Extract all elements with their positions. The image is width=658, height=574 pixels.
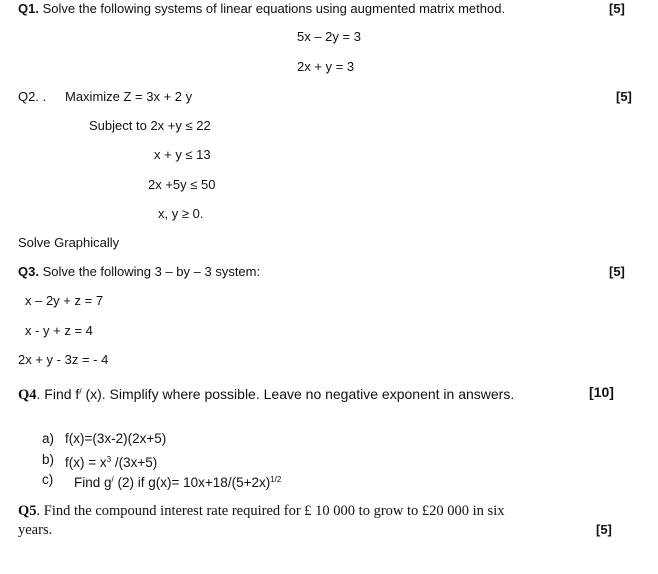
q4-number: Q4 (18, 387, 37, 403)
q4-part-a: f(x)=(3x-2)(2x+5) (65, 431, 167, 446)
q5-text-1: . Find the compound interest rate required for £ 10 000 to grow to £20 000 in six (36, 503, 505, 519)
q2-marks: [5] (616, 89, 632, 104)
q4-text-b: (x). Simplify where possible. Leave no negative exponent in answers. (81, 386, 515, 402)
q1-number: Q1. (18, 1, 39, 16)
q1-prompt (18, 1, 505, 17)
q3-equation-3: 2x + y - 3z = - 4 (18, 352, 109, 367)
q4-part-c-text-a: Find g (74, 475, 112, 490)
q2-number: Q2. . (18, 89, 47, 104)
q4-part-a-label: a) (42, 431, 55, 446)
q3-number: Q3. (18, 264, 39, 279)
q4-marks: [10] (589, 384, 614, 400)
q4-part-c-prime: / (111, 475, 114, 484)
q4-part-c-text-b: (2) if g(x)= 10x+18/(5+2x) (113, 475, 271, 490)
q4-prime: / (79, 387, 82, 396)
q1-equation-1: 5x – 2y = 3 (297, 29, 361, 44)
q4-part-c-sup: 1/2 (270, 475, 282, 484)
q5-line-1 (18, 503, 504, 519)
q3-text: Solve the following 3 – by – 3 system: (42, 264, 261, 279)
q4-part-c-label: c) (42, 472, 54, 487)
q2-constraint-3: 2x +5y ≤ 50 (148, 177, 216, 192)
q3-marks: [5] (609, 264, 625, 279)
q5-line-2: years. (18, 522, 53, 538)
q4-prompt (18, 384, 514, 403)
q2-instruction: Solve Graphically (18, 235, 120, 250)
q4-part-b-text-a: f(x) = x (65, 455, 107, 470)
q4-part-b-label: b) (42, 452, 55, 467)
q4-text-a: . Find f (36, 386, 80, 402)
q1-marks: [5] (609, 1, 625, 16)
q3-equation-2: x - y + z = 4 (25, 323, 93, 338)
q2-subject-to-label: Subject to (89, 118, 147, 133)
q1-text: Solve the following systems of linear equations using augmented matrix method. (42, 1, 506, 16)
q3-equation-1: x – 2y + z = 7 (25, 293, 104, 308)
q2-constraint-1-row (89, 118, 211, 134)
q4-part-b (65, 452, 157, 471)
q2-constraint-1: 2x +y ≤ 22 (150, 118, 211, 133)
q2-constraint-2: x + y ≤ 13 (154, 147, 211, 162)
q4-part-c (74, 472, 281, 491)
q4-part-b-sup: 3 (106, 455, 112, 464)
q5-number: Q5 (18, 503, 37, 519)
q2-objective: Maximize Z = 3x + 2 y (65, 89, 193, 104)
q2-constraint-4: x, y ≥ 0. (158, 206, 204, 221)
q5-marks: [5] (596, 522, 612, 537)
q1-equation-2: 2x + y = 3 (297, 59, 355, 74)
q4-part-b-text-b: /(3x+5) (111, 455, 158, 470)
q3-prompt (18, 264, 260, 280)
